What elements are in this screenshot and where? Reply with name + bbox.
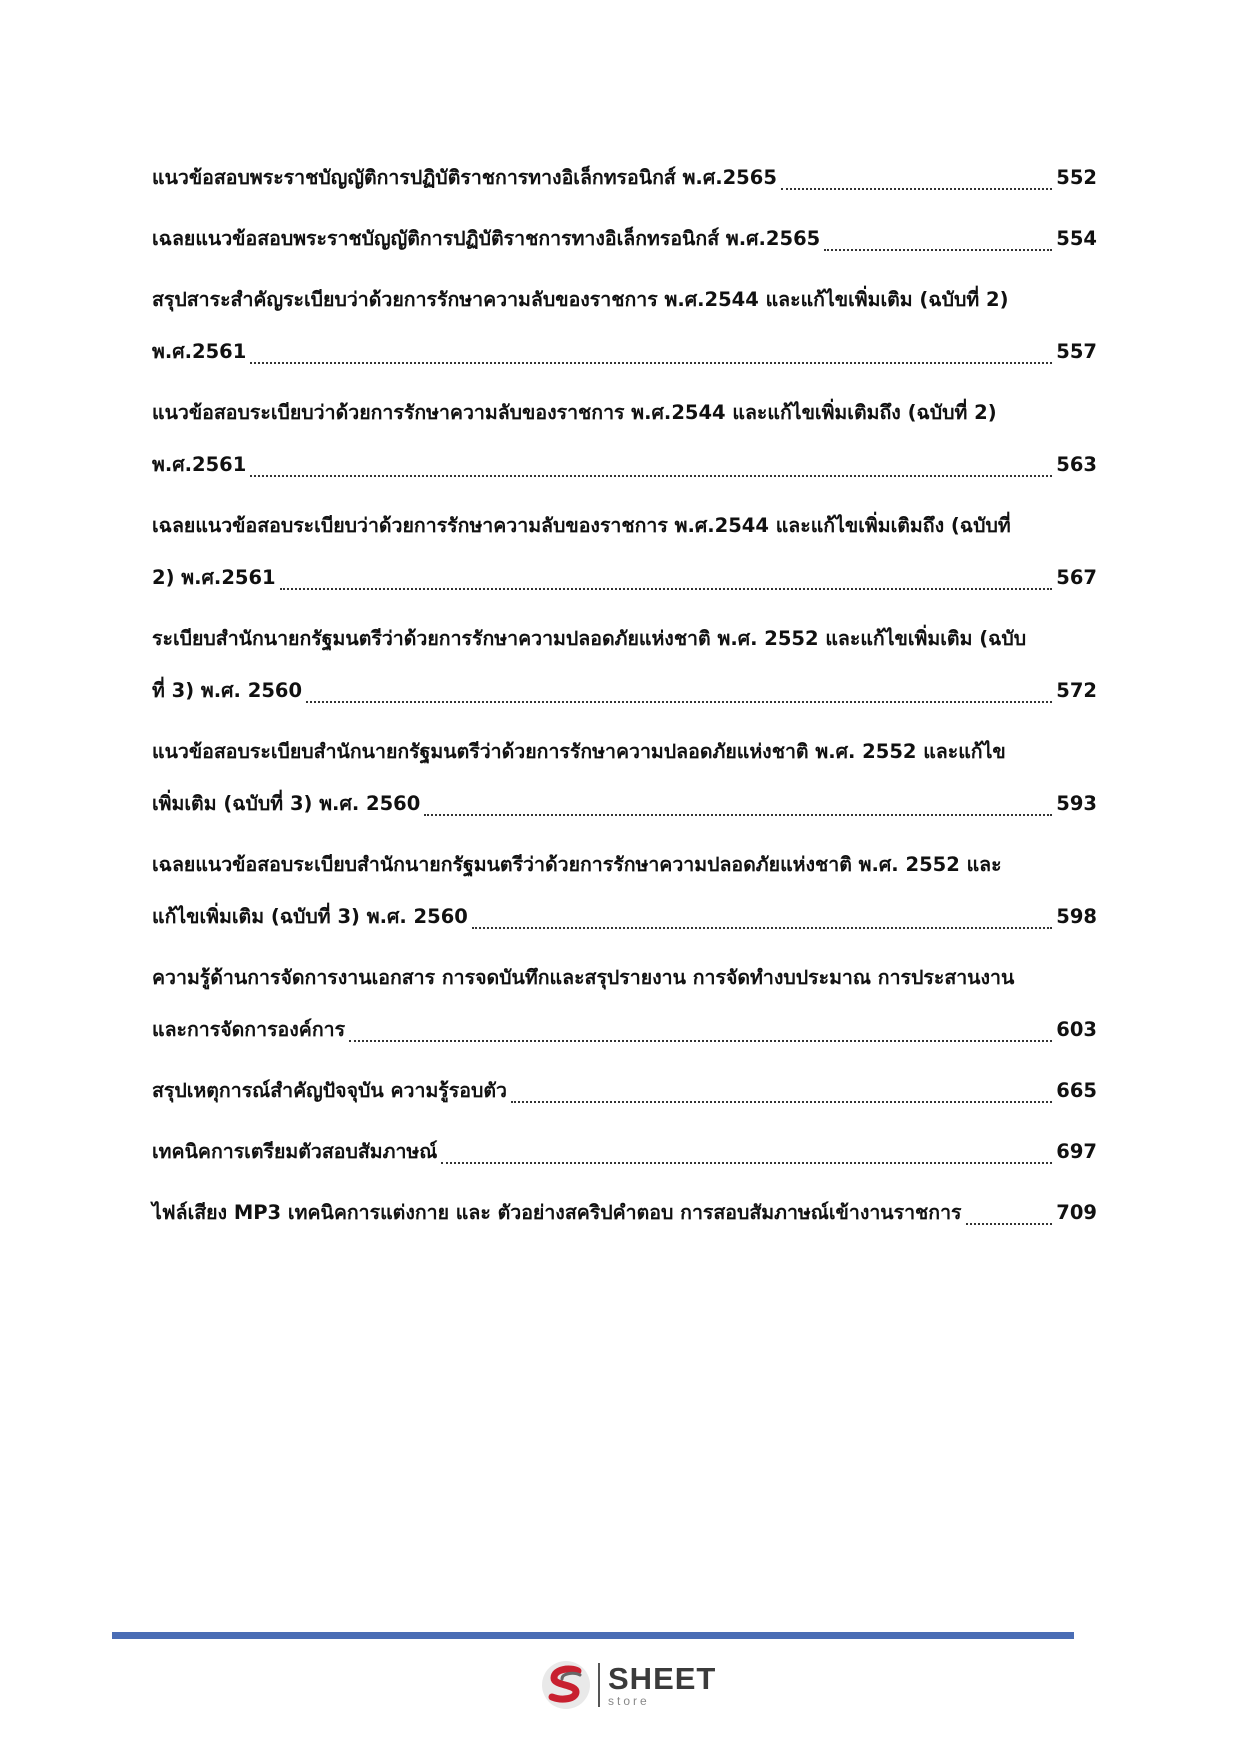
toc-entry-title: เฉลยแนวข้อสอบพระราชบัญญัติการปฏิบัติราชการทางอิเล็กทรอนิกส์ พ.ศ.2565 — [152, 227, 821, 250]
toc-entry-page: 567 — [1056, 566, 1097, 589]
logo-subword: store — [608, 1694, 650, 1708]
toc-entry-title-cont: ที่ 3) พ.ศ. 2560 — [152, 679, 303, 702]
toc-entry-title: ระเบียบสำนักนายกรัฐมนตรีว่าด้วยการรักษาความปลอดภัยแห่งชาติ พ.ศ. 2552 และแก้ไขเพิ่มเติม (ฉบับ — [152, 627, 1027, 650]
toc-entry-title: ไฟล์เสียง MP3 เทคนิคการแต่งกาย และ ตัวอย่างสคริปคำตอบ การสอบสัมภาษณ์เข้างานราชการ — [152, 1201, 962, 1224]
dot-leader — [781, 188, 1052, 190]
logo-separator — [598, 1663, 600, 1707]
toc-entry[interactable] — [152, 1187, 1097, 1239]
toc-entry-title: สรุปเหตุการณ์สำคัญปัจจุบัน ความรู้รอบตัว — [152, 1079, 507, 1102]
toc-entry[interactable] — [152, 613, 1097, 717]
toc-entry[interactable] — [152, 839, 1097, 943]
toc-entry-title-cont: และการจัดการองค์การ — [152, 1018, 346, 1041]
toc-entry-title-cont: พ.ศ.2561 — [152, 453, 247, 476]
toc-entry-title: แนวข้อสอบระเบียบว่าด้วยการรักษาความลับของราชการ พ.ศ.2544 และแก้ไขเพิ่มเติมถึง (ฉบับที่ 2) — [152, 401, 997, 424]
toc-entry-title-cont: พ.ศ.2561 — [152, 340, 247, 363]
dot-leader — [306, 701, 1052, 703]
toc-entry-page: 557 — [1056, 340, 1097, 363]
toc-entry-title: สรุปสาระสำคัญระเบียบว่าด้วยการรักษาความลับของราชการ พ.ศ.2544 และแก้ไขเพิ่มเติม (ฉบับที่ 2) — [152, 288, 1009, 311]
toc-entry-page: 598 — [1056, 905, 1097, 928]
sheet-store-s-icon — [540, 1659, 592, 1711]
toc-entry-page: 572 — [1056, 679, 1097, 702]
dot-leader — [250, 475, 1052, 477]
toc-entry-title: เฉลยแนวข้อสอบระเบียบว่าด้วยการรักษาความลับของราชการ พ.ศ.2544 และแก้ไขเพิ่มเติมถึง (ฉบับที่ — [152, 514, 1011, 537]
toc-entry-page: 709 — [1056, 1201, 1097, 1224]
logo-text — [608, 1663, 716, 1707]
toc-entry[interactable] — [152, 387, 1097, 491]
dot-leader — [280, 588, 1053, 590]
toc-entry-page: 563 — [1056, 453, 1097, 476]
footer-rule — [112, 1632, 1074, 1639]
toc-entry-title: เทคนิคการเตรียมตัวสอบสัมภาษณ์ — [152, 1140, 438, 1163]
toc-entry-title: ความรู้ด้านการจัดการงานเอกสาร การจดบันทึกและสรุปรายงาน การจัดทำงบประมาณ การประสานงาน — [152, 966, 1015, 989]
dot-leader — [472, 927, 1052, 929]
toc-entry-page: 603 — [1056, 1018, 1097, 1041]
toc-entry[interactable] — [152, 952, 1097, 1056]
dot-leader — [966, 1223, 1053, 1225]
dot-leader — [250, 362, 1052, 364]
toc-entry[interactable] — [152, 726, 1097, 830]
toc-entry[interactable] — [152, 1126, 1097, 1178]
dot-leader — [349, 1040, 1052, 1042]
toc-entry[interactable] — [152, 1065, 1097, 1117]
dot-leader — [511, 1101, 1052, 1103]
toc-entry-title: เฉลยแนวข้อสอบระเบียบสำนักนายกรัฐมนตรีว่าด้วยการรักษาความปลอดภัยแห่งชาติ พ.ศ. 2552 และ — [152, 853, 1002, 876]
toc-entry[interactable] — [152, 152, 1097, 204]
toc-entry-title-cont: เพิ่มเติม (ฉบับที่ 3) พ.ศ. 2560 — [152, 792, 421, 815]
toc-entry-page: 665 — [1056, 1079, 1097, 1102]
table-of-contents — [152, 152, 1097, 1248]
toc-entry-title: แนวข้อสอบระเบียบสำนักนายกรัฐมนตรีว่าด้วยการรักษาความปลอดภัยแห่งชาติ พ.ศ. 2552 และแก้ไข — [152, 740, 1006, 763]
toc-entry[interactable] — [152, 213, 1097, 265]
toc-entry[interactable] — [152, 274, 1097, 378]
toc-entry-page: 593 — [1056, 792, 1097, 815]
toc-entry-page: 554 — [1056, 227, 1097, 250]
toc-entry[interactable] — [152, 500, 1097, 604]
toc-entry-page: 697 — [1056, 1140, 1097, 1163]
toc-entry-title: แนวข้อสอบพระราชบัญญัติการปฏิบัติราชการทางอิเล็กทรอนิกส์ พ.ศ.2565 — [152, 166, 777, 189]
toc-entry-title-cont: 2) พ.ศ.2561 — [152, 566, 276, 589]
toc-entry-page: 552 — [1056, 166, 1097, 189]
logo-word: SHEET — [608, 1661, 717, 1696]
sheet-store-logo — [540, 1658, 716, 1712]
toc-entry-title-cont: แก้ไขเพิ่มเติม (ฉบับที่ 3) พ.ศ. 2560 — [152, 905, 468, 928]
dot-leader — [441, 1162, 1052, 1164]
dot-leader — [824, 249, 1052, 251]
dot-leader — [424, 814, 1052, 816]
